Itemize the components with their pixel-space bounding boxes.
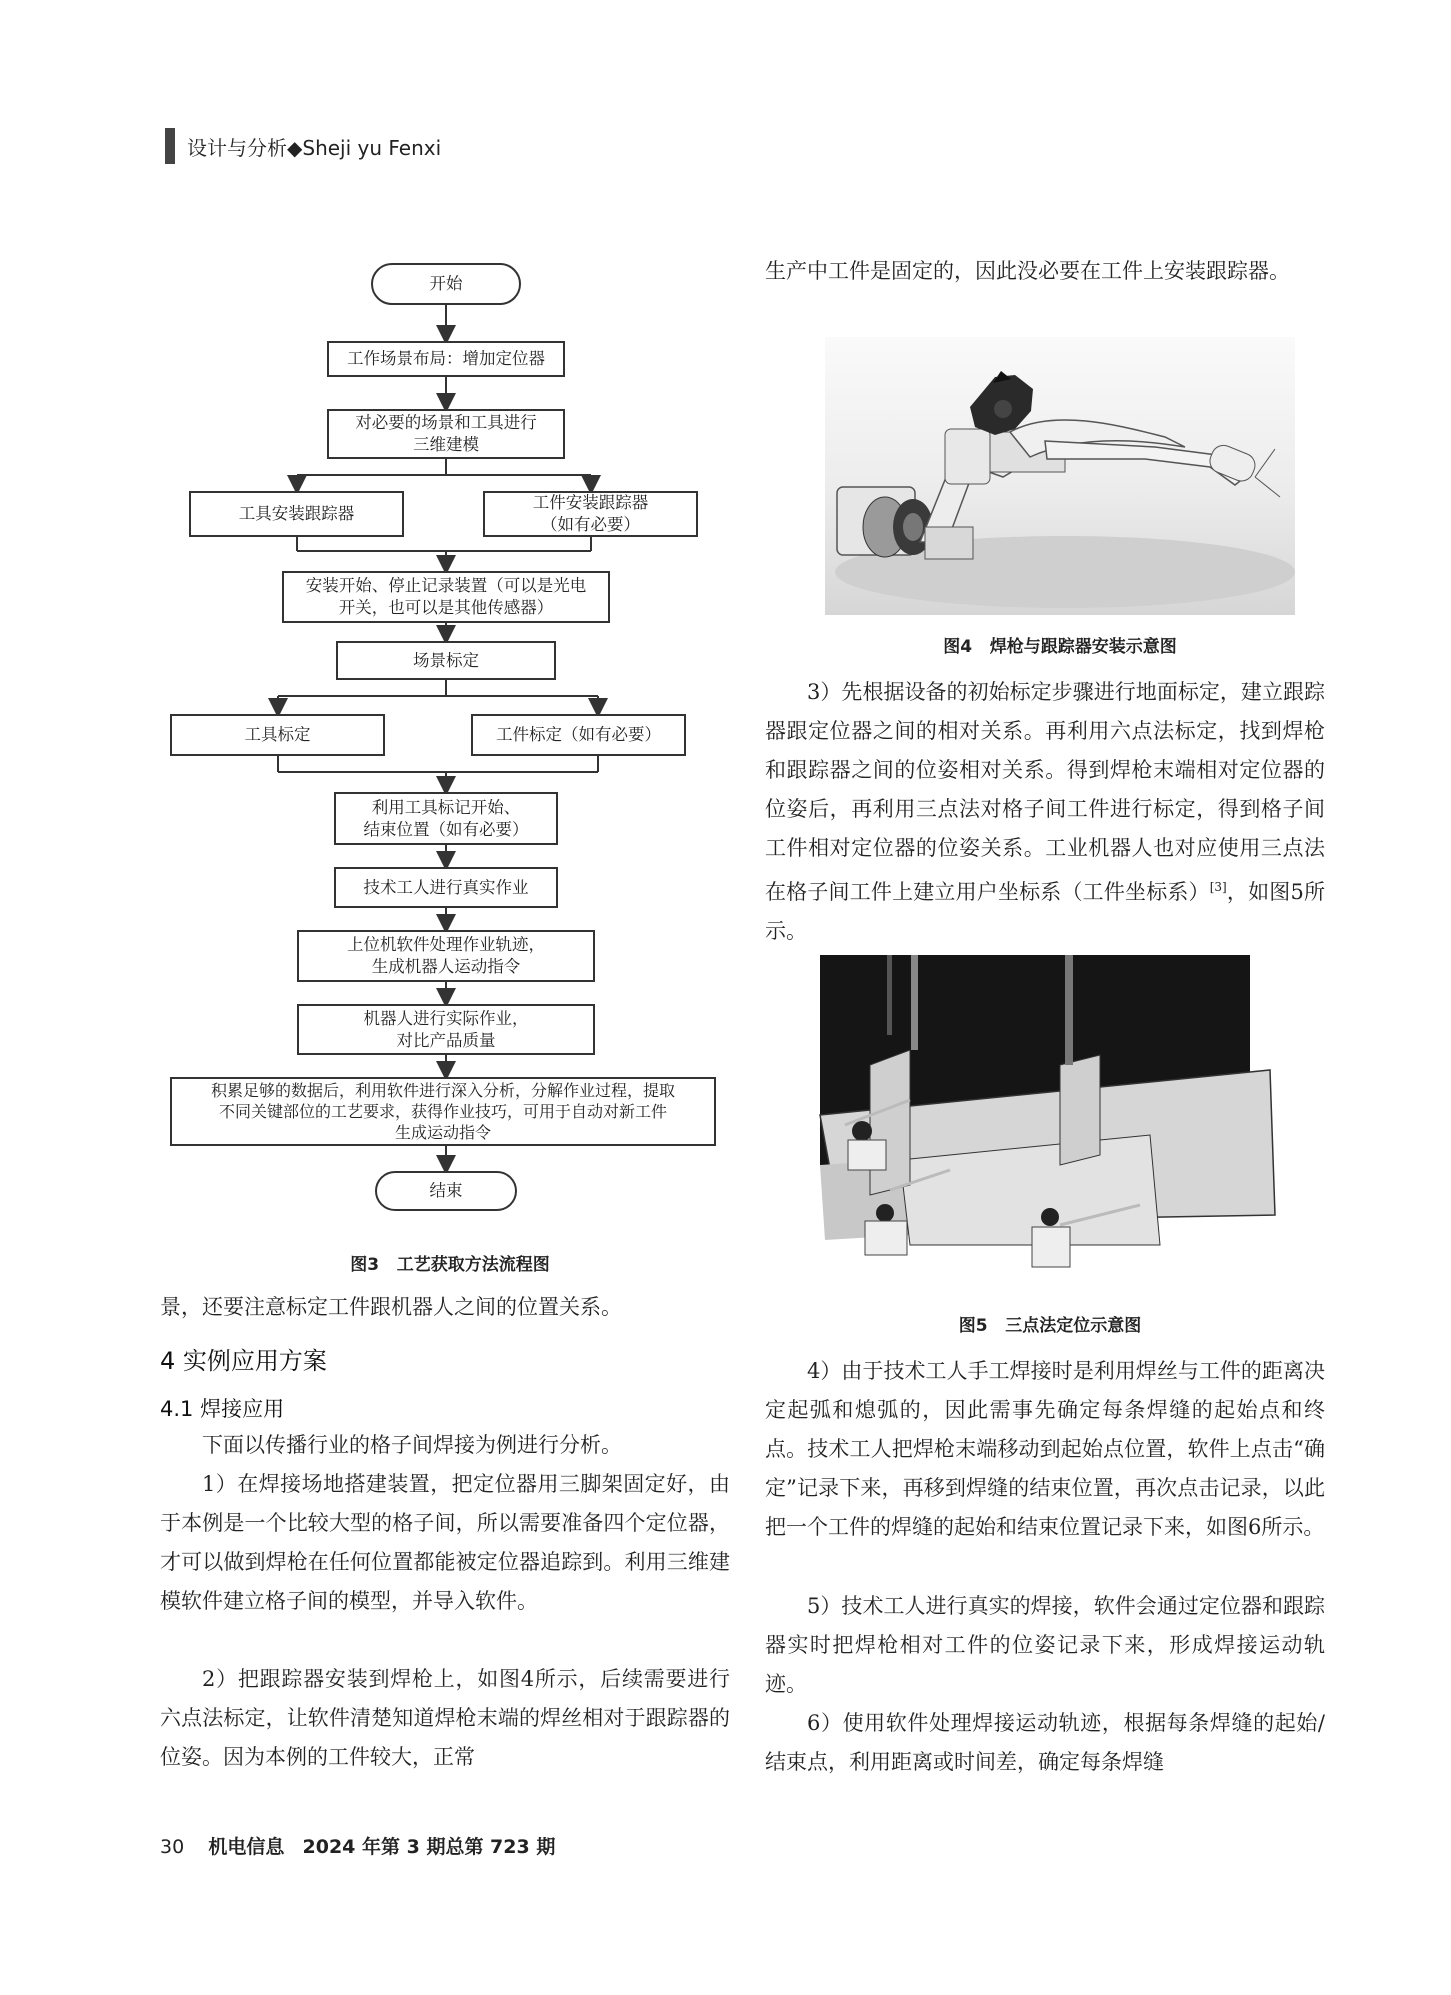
- running-header: [165, 128, 441, 164]
- page-footer: [160, 1832, 555, 1859]
- flow-step-layout: 工作场景布局：增加定位器: [327, 341, 565, 377]
- right-para-step5: 5）技术工人进行真实的焊接，软件会通过定位器和跟踪器实时把焊枪相对工件的位姿记录下来，形成焊接运动轨迹。: [765, 1594, 1325, 1696]
- left-para-step1: 1）在焊接场地搭建装置，把定位器用三脚架固定好，由于本例是一个比较大型的格子间，所以需要准备四个定位器，才可以做到焊枪在任何位置都能被定位器追踪到。利用三维建模软件建立格子间的模型，并导入软件。: [160, 1472, 730, 1613]
- flowchart-fig3: [170, 255, 730, 1205]
- left-para-intro: 下面以传播行业的格子间焊接为例进行分析。: [202, 1433, 622, 1457]
- right-para-step3: [765, 673, 1325, 951]
- journal-issue: 2024 年第 3 期总第 723 期: [302, 1836, 556, 1858]
- header-bar: [165, 128, 175, 164]
- flow-step-scene-calibration: 场景标定: [336, 641, 556, 680]
- flow-step-deep-analysis: 积累足够的数据后，利用软件进行深入分析，分解作业过程，提取 不同关键部位的工艺要求，获得作业技巧，可用于自动对新工件 生成运动指令: [170, 1077, 716, 1146]
- header-section: 设计与分析◆Sheji yu Fenxi: [187, 135, 442, 160]
- flow-step-real-operation: 技术工人进行真实作业: [334, 867, 558, 908]
- right-para-step3-tail: ，如图5所示。: [765, 880, 1325, 943]
- journal-name: 机电信息: [208, 1836, 285, 1858]
- subsection-heading-4-1: 4.1 焊接应用: [160, 1397, 285, 1421]
- reference-3[interactable]: [3]: [1209, 880, 1227, 894]
- flow-step-mark-positions: 利用工具标记开始、 结束位置（如有必要）: [334, 792, 558, 845]
- flow-step-process-trajectory: 上位机软件处理作业轨迹， 生成机器人运动指令: [297, 930, 595, 982]
- flow-step-tool-calibration: 工具标定: [170, 714, 385, 756]
- left-para-step2: 2）把跟踪器安装到焊枪上，如图4所示，后续需要进行六点法标定，让软件清楚知道焊枪末端的焊丝相对于跟踪器的位姿。因为本例的工件较大，正常: [160, 1667, 730, 1769]
- caption-fig5: 图5 三点法定位示意图: [958, 1316, 1142, 1336]
- caption-fig3: 图3 工艺获取方法流程图: [350, 1255, 550, 1275]
- figure-5-three-point: [810, 955, 1280, 1288]
- flow-step-workpiece-calibration: 工件标定（如有必要）: [471, 714, 686, 756]
- section-heading-4: 4 实例应用方案: [160, 1347, 327, 1375]
- flow-step-record-device: 安装开始、停止记录装置（可以是光电 开关，也可以是其他传感器）: [282, 571, 610, 623]
- right-para-step4: 4）由于技术工人手工焊接时是利用焊丝与工件的距离决定起弧和熄弧的，因此需事先确定每条焊缝的起始点和终点。技术工人把焊枪末端移动到起始点位置，软件上点击“确定”记录下来，再移到焊缝的结束位置，再次点击记录，以此把一个工件的焊缝的起始和结束位置记录下来，如图6所示。: [765, 1359, 1325, 1539]
- page-number: 30: [160, 1836, 185, 1858]
- flow-step-tool-tracker: 工具安装跟踪器: [189, 491, 404, 537]
- right-para-continuation: 生产中工件是固定的，因此没必要在工件上安装跟踪器。: [765, 259, 1290, 283]
- flow-step-robot-operation: 机器人进行实际作业， 对比产品质量: [297, 1004, 595, 1055]
- three-point-illustration: [810, 955, 1280, 1288]
- torch-illustration: [825, 337, 1295, 615]
- left-para-continuation: 景，还要注意标定工件跟机器人之间的位置关系。: [160, 1295, 622, 1319]
- figure-4-welding-torch: [825, 337, 1295, 615]
- flow-start: 开始: [371, 263, 521, 305]
- right-para-step3-text: 3）先根据设备的初始标定步骤进行地面标定，建立跟踪器跟定位器之间的相对关系。再利用六点法标定，找到焊枪和跟踪器之间的位姿相对关系。得到焊枪末端相对定位器的位姿后，再利用三点法对格子间工件进行标定，得到格子间工件相对定位器的位姿关系。工业机器人也对应使用三点法在格子间工件上建立用户坐标系（工件坐标系）: [765, 680, 1325, 904]
- flow-step-modeling: 对必要的场景和工具进行 三维建模: [327, 409, 565, 459]
- flow-end: 结束: [375, 1171, 517, 1211]
- caption-fig4: 图4 焊枪与跟踪器安装示意图: [943, 637, 1177, 657]
- flow-step-workpiece-tracker: 工件安装跟踪器 （如有必要）: [483, 491, 698, 537]
- right-para-step6: 6）使用软件处理焊接运动轨迹，根据每条焊缝的起始/结束点，利用距离或时间差，确定每条焊缝: [765, 1711, 1325, 1774]
